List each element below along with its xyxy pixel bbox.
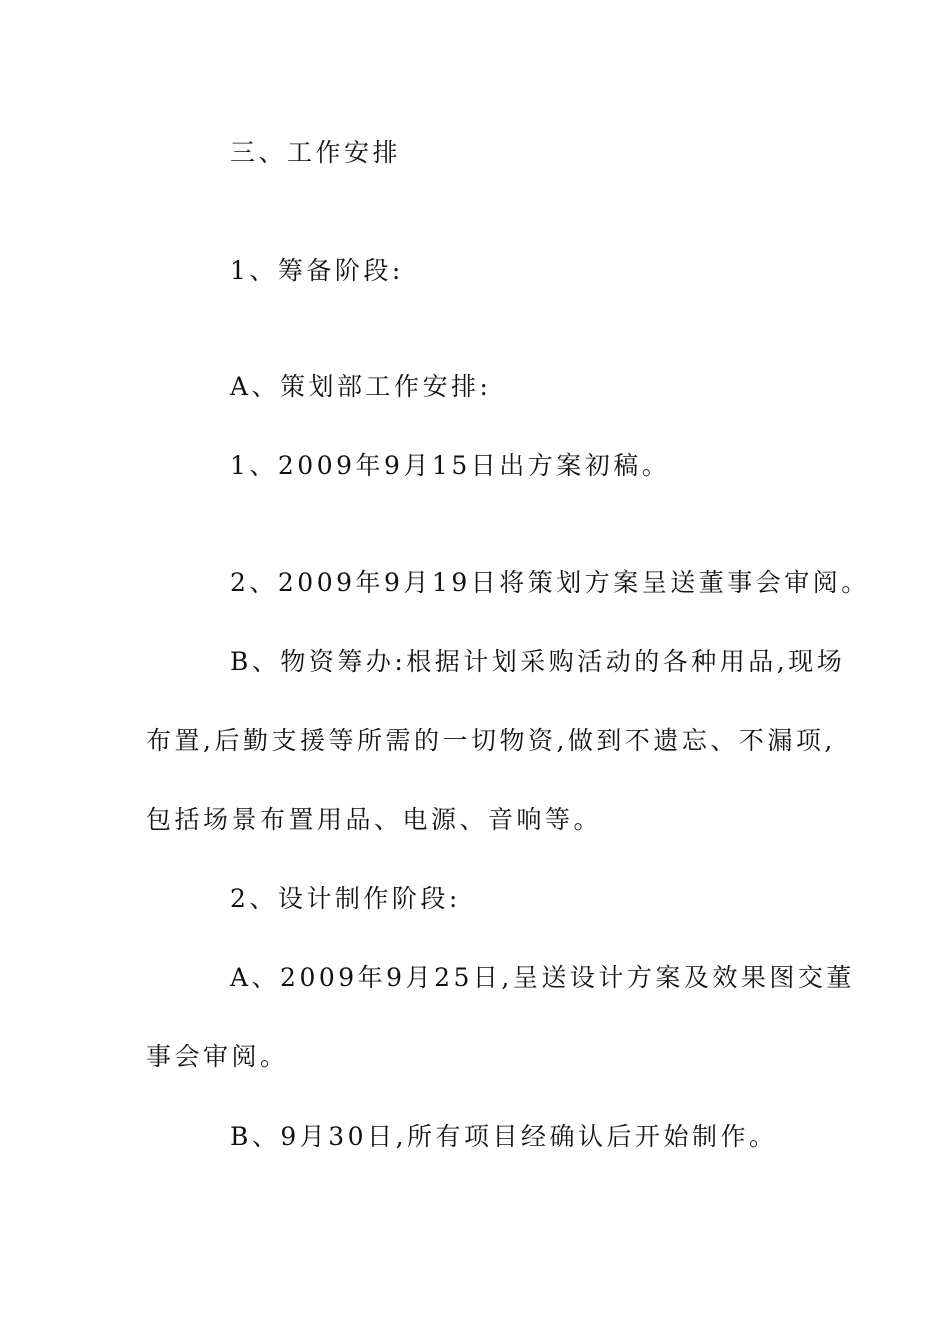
paragraph-line: 布置,后勤支援等所需的一切物资,做到不遗忘、不漏项, [146,726,836,755]
paragraph-line: 1、2009年9月15日出方案初稿。 [230,451,671,480]
paragraph-line: 2、2009年9月19日将策划方案呈送董事会审阅。 [230,568,870,597]
paragraph-line: B、9月30日,所有项目经确认后开始制作。 [230,1122,778,1151]
paragraph-line: 事会审阅。 [146,1042,289,1071]
subheading-planning-dept: A、策划部工作安排: [230,372,492,401]
section-heading: 三、工作安排 [230,138,402,167]
stage-heading-design: 2、设计制作阶段: [230,884,461,913]
paragraph-line: A、2009年9月25日,呈送设计方案及效果图交董 [230,963,855,992]
stage-heading-preparation: 1、筹备阶段: [230,256,404,285]
paragraph-line: 包括场景布置用品、电源、音响等。 [146,805,603,834]
paragraph-line: B、物资筹办:根据计划采购活动的各种用品,现场 [230,647,846,676]
